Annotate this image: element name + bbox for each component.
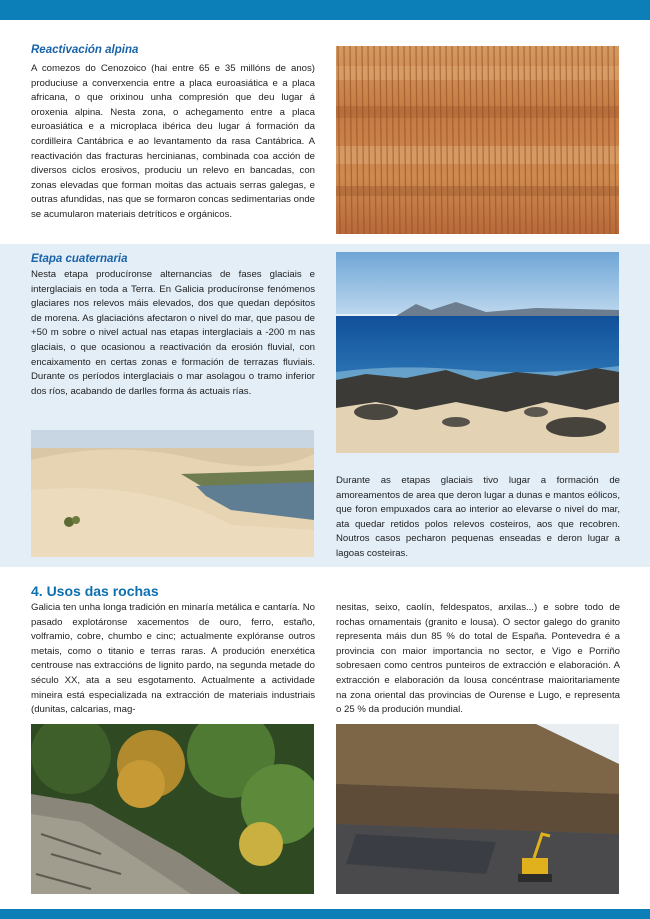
section-title-rocks: 4. Usos das rochas (31, 583, 159, 599)
forest-rock-slope-photo (31, 724, 314, 894)
alpine-paragraph: A comezos do Cenozoico (hai entre 65 e 35 millóns de anos) produciuse a converxencia entre a placa euroasiática e a placa africana, o que orixinou unha compresión que deu lugar á oroxenia alpina. Nesta zona, o achegamento entre a placa euroasiática e a microplaca ibérica deu lugar á formación da cordilleira Cantábrica e ao levantamento da rasa Cantábrica. A reactivación das fracturas hercinianas, combinada coa acción de diversos ciclos erosivos, produciu un relevo en bancadas, con zonas elevadas que forman moitas das actuais serras galegas, e outras afundidas, nas que se formaron concas sedimentarias onde se acumularon materiais detríticos e orgánicos. (31, 63, 315, 220)
section-title-alpine: Reactivación alpina (31, 44, 139, 56)
rocks-paragraph-left: Galicia ten unha longa tradición en minaría metálica e cantaría. No pasado explotáronse xacementos de ouro, ferro, estaño, volframio, cobre, chumbo e cinc; actualmente explóranse outros metais, como o titanio e terras raras. A produción enerxética centrouse nas extraccións de lignito pardo, na segunda metade do século XX, ata a seu esgotamento. Actualmente a actividade mineira está especializada na extracción de materiais industriais (dunitas, calcarias, mag- (31, 602, 315, 716)
eroded-cliff-photo (336, 46, 619, 234)
top-color-bar (0, 0, 650, 20)
bottom-color-bar (0, 909, 650, 919)
rocks-paragraph-right: nesitas, seixo, caolín, feldespatos, arxilas...) e sobre todo de rochas ornamentais (granito e lousa). O sector galego do granito representa máis dun 85 % do total de España. Pontevedra é a provincia con maior importancia no sector, e Vigo e Porriño sobresaen como centros punteiros de extracción e elaboración. A extracción e elaboración da lousa concéntrase maioritariamente na zona oriental das provincias de Ourense e Lugo, e representa o 25 % da produción mundial. (336, 602, 620, 716)
coastal-bay-photo (336, 252, 619, 453)
section-title-quaternary: Etapa cuaternaria (31, 253, 128, 265)
quarry-photo (336, 724, 619, 894)
quaternary-paragraph: Nesta etapa producíronse alternancias de fases glaciais e interglaciais en toda a Terra. En Galicia producíronse fenómenos glaciares nos relevos máis elevados, dos que quedan depósitos de morena. As glaciacións afectaron o nivel do mar, que pasou de +50 m sobre o nivel actual nas etapas interglaciais a -200 m nas glaciais, o que ocasionou a reactivación da erosión fluvial, con encaixamento en certas zonas e formación de terrazas fluviais. Durante os períodos interglaciais o mar asolagou o tramo inferior dos ríos, acabando de darlles forma ás actuais rías. (31, 269, 315, 397)
sand-dune-photo (31, 430, 314, 557)
dunes-paragraph: Durante as etapas glaciais tivo lugar a formación de amoreamentos de area que deron lugar a dunas e mantos eólicos, que foron empuxados cara ao interior ao elevarse o nivel do mar, ata quedar retidos polos relevos costeiros, aos que recobren. Noutros casos pecharon pequenas enseadas e deron lugar a lagoas costeiras. (336, 475, 620, 559)
